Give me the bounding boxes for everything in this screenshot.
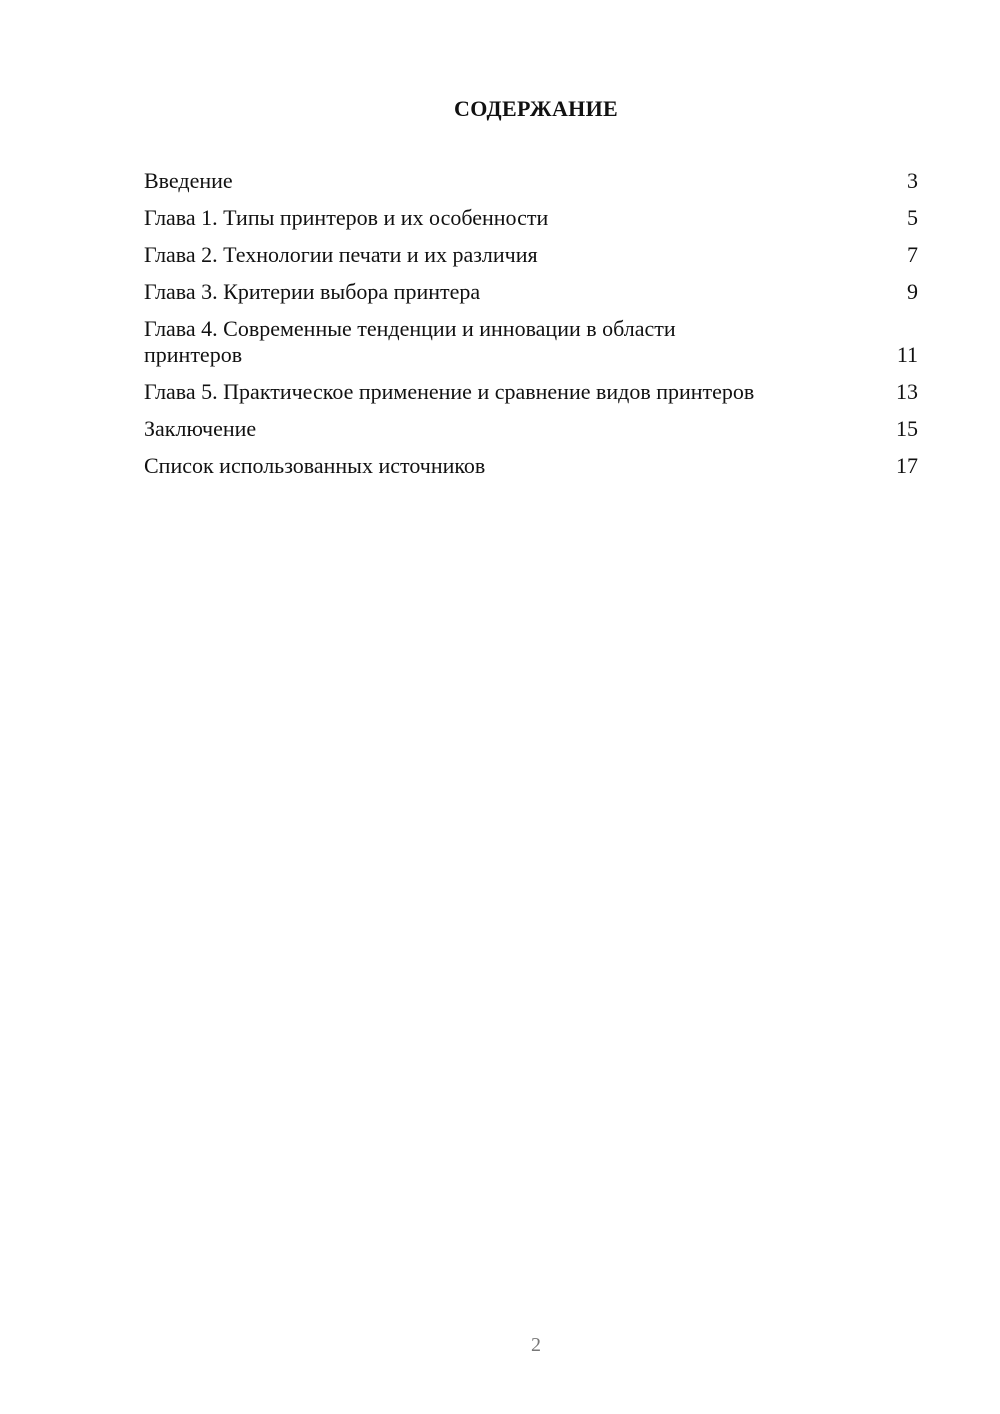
toc-entry-chapter-2[interactable] bbox=[144, 242, 918, 268]
toc-entry-label: Глава 1. Типы принтеров и их особенности bbox=[144, 205, 549, 230]
toc-entry-label: Список использованных источников bbox=[144, 453, 486, 478]
toc-entry-page: 7 bbox=[907, 242, 918, 267]
toc-entry-label: Заключение bbox=[144, 416, 257, 441]
toc-entry-chapter-4[interactable] bbox=[144, 316, 918, 368]
toc-entry-label: Глава 2. Технологии печати и их различия bbox=[144, 242, 538, 267]
toc-entry-label: Глава 5. Практическое применение и сравнение видов принтеров bbox=[144, 379, 755, 404]
toc-entry-page: 15 bbox=[896, 416, 918, 441]
toc-title: СОДЕРЖАНИЕ bbox=[454, 96, 618, 121]
toc-entry-chapter-3[interactable] bbox=[144, 279, 918, 305]
table-of-contents bbox=[144, 168, 918, 490]
toc-entry-chapter-1[interactable] bbox=[144, 205, 918, 231]
toc-entry-conclusion[interactable] bbox=[144, 416, 918, 442]
toc-entry-label: Введение bbox=[144, 168, 233, 193]
toc-entry-page: 13 bbox=[896, 379, 918, 404]
toc-entry-page: 5 bbox=[907, 205, 918, 230]
toc-entry-page: 11 bbox=[896, 342, 918, 367]
toc-entry-label: Глава 4. Современные тенденции и инновации в области принтеров bbox=[144, 316, 676, 367]
toc-entry-introduction[interactable] bbox=[144, 168, 918, 194]
toc-entry-page: 17 bbox=[896, 453, 918, 478]
toc-entry-page: 3 bbox=[907, 168, 918, 193]
toc-entry-references[interactable] bbox=[144, 453, 918, 479]
toc-entry-page: 9 bbox=[907, 279, 918, 304]
page-number: 2 bbox=[531, 1334, 541, 1356]
toc-entry-chapter-5[interactable] bbox=[144, 379, 918, 405]
toc-entry-label: Глава 3. Критерии выбора принтера bbox=[144, 279, 481, 304]
